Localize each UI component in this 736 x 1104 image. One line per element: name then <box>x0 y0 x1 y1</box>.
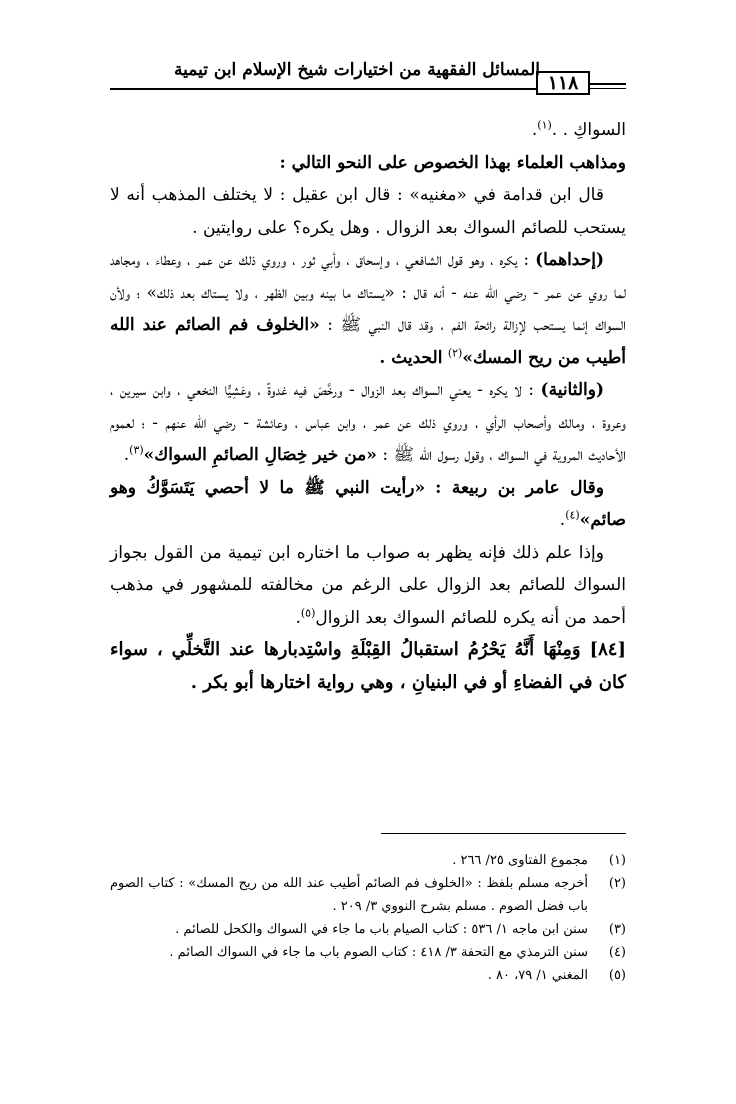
narrator-label: وقال عامر بن ربيعة : <box>435 477 605 498</box>
running-header-title: المسائل الفقهية من اختيارات شيخ الإسلام ابن تيمية <box>174 60 540 80</box>
footnote-number: (٤) <box>608 945 626 960</box>
text: السواكِ . . <box>551 120 626 140</box>
paragraph: قال ابن قدامة في «مغنيه» : قال ابن عقيل : لا يختلف المذهب أنه لا يستحب للصائم السواك بعد الزوال . وهل يكره؟ على روايتين . <box>110 185 626 238</box>
text: : يكره ، وهو قول الشافعي ، وإسحاق ، وأبي ثور ، وروي ذلك عن عمر ، وعطاء ، ومجاهد لما روي عن عمر - رضي الله عنه - أنه قال : «يستاك ما بينه وبين الظهر ، ولا يستاك بعد ذلك» ؛ ولأن السواك إنما يستحب لإزالة رائحة الفم ، وقد قال النبي ﷺ : <box>110 250 626 335</box>
paragraph <box>110 244 626 374</box>
text: الحديث . <box>379 347 443 368</box>
footnote-text: مجموع الفتاوى ٢٥/ ٢٦٦ . <box>452 853 588 868</box>
footnote-text: المغني ١/ ٧٩، ٨٠ . <box>487 968 588 983</box>
section-heading: ومذاهب العلماء بهذا الخصوص على النحو التالي : <box>279 152 626 173</box>
paragraph: السواكِ . .$^{(١)}$. <box>531 118 626 140</box>
footnote-ref: (٢) <box>447 345 463 359</box>
footnotes <box>110 849 626 987</box>
footnote <box>110 849 626 872</box>
footnote <box>110 872 626 918</box>
footnote-text: سنن الترمذي مع التحفة ٣/ ٤١٨ : كتاب الصوم باب ما جاء في السواك الصائم . <box>169 945 588 960</box>
footnote-number: (٥) <box>608 968 626 983</box>
footnote-separator <box>381 833 626 834</box>
text: وإذا علم ذلك فإنه يظهر به صواب ما اختاره ابن تيمية من القول بجواز السواك للصائم بعد الزوال على الرغم من مخالفته للمشهور في مذهب أحمد من أنه يكره للصائم السواك بعد الزوال <box>110 542 626 628</box>
footnote <box>110 964 626 987</box>
paragraph <box>110 147 626 180</box>
hadith-quote: «الخلوف فم الصائم عند الله أطيب من ريح المسك» <box>110 315 626 368</box>
issue-84: [٨٤] وَمِنْهَا أَنَّهُ يَحْرُمُ استقبالُ القِبْلَةِ واسْتِدبارها عند التَّخلِّي ، سواء كان في الفضاءِ أو في البنيانِ ، وهي رواية اختارها أبو بكر . <box>110 639 626 693</box>
footnote-text: أخرجه مسلم بلفظ : «الخلوف فم الصائم أطيب عند الله من ريح المسك» : كتاب الصوم باب فضل الصوم . مسلم بشرح النووي ٣/ ٢٠٩ . <box>110 876 588 914</box>
footnote-number: (٣) <box>608 922 626 937</box>
footnote <box>110 941 626 964</box>
footnote-ref: (٥) <box>300 605 316 619</box>
footnote-ref: (٣) <box>129 443 144 457</box>
hadith-quote: «من خير خِصَالِ الصائمِ السواك» <box>143 445 377 465</box>
page-number: ١١٨ <box>536 71 590 95</box>
header-rule <box>110 88 538 90</box>
hadith-quote: «رأيت النبي ﷺ ما لا أحصي يَتَسَوَّكُ وهو صائم» <box>110 477 626 530</box>
main-text <box>110 114 626 699</box>
footnote-ref: (٤) <box>565 508 580 522</box>
header-rule-right <box>590 83 626 89</box>
footnote <box>110 918 626 941</box>
paragraph: وقال عامر بن ربيعة : «رأيت النبي ﷺ ما لا أحصي يَتَسَوَّكُ وهو صائم»$^{(٤)}$. <box>110 477 626 530</box>
footnote-number: (٢) <box>608 876 626 891</box>
opinion-label: (إحداهما) <box>535 250 605 270</box>
footnote-number: (١) <box>608 853 626 868</box>
paragraph: (والثانية) : لا يكره - يعني السواك بعد الزوال - ورخَّصَ فيه غدوةً ، وعَشِيًّا النخعي ، وابن سيرين ، وعروة ، ومالك وأصحاب الرأي ، وروي ذلك عن عمر ، وابن عباس ، وعائشة - رضي الله عنهم - ؛ لعموم الأحاديث المروية في السواك ، وقول رسول الله ﷺ : «من خير خِصَالِ الصائمِ السواك»$^{(٣)}$. <box>110 380 626 465</box>
paragraph: وإذا علم ذلك فإنه يظهر به صواب ما اختاره ابن تيمية من القول بجواز السواك للصائم بعد الزوال على الرغم من مخالفته للمشهور في مذهب أحمد من أنه يكره للصائم السواك بعد الزوال$^{(٥)}$. <box>110 542 626 628</box>
footnote-text: سنن ابن ماجه ١/ ٥٣٦ : كتاب الصيام باب ما جاء في السواك والكحل للصائم . <box>175 922 588 937</box>
text: : لا يكره - يعني السواك بعد الزوال - ورخَّصَ فيه غدوةً ، وعَشِيًّا النخعي ، وابن سيرين ، وعروة ، ومالك وأصحاب الرأي ، وروي ذلك عن عمر ، وابن عباس ، وعائشة - رضي الله عنهم - ؛ لعموم الأحاديث المروية في السواك ، وقول رسول الله ﷺ : <box>110 380 626 465</box>
footnote-ref: (١) <box>537 118 552 132</box>
opinion-label: (والثانية) <box>540 380 605 400</box>
